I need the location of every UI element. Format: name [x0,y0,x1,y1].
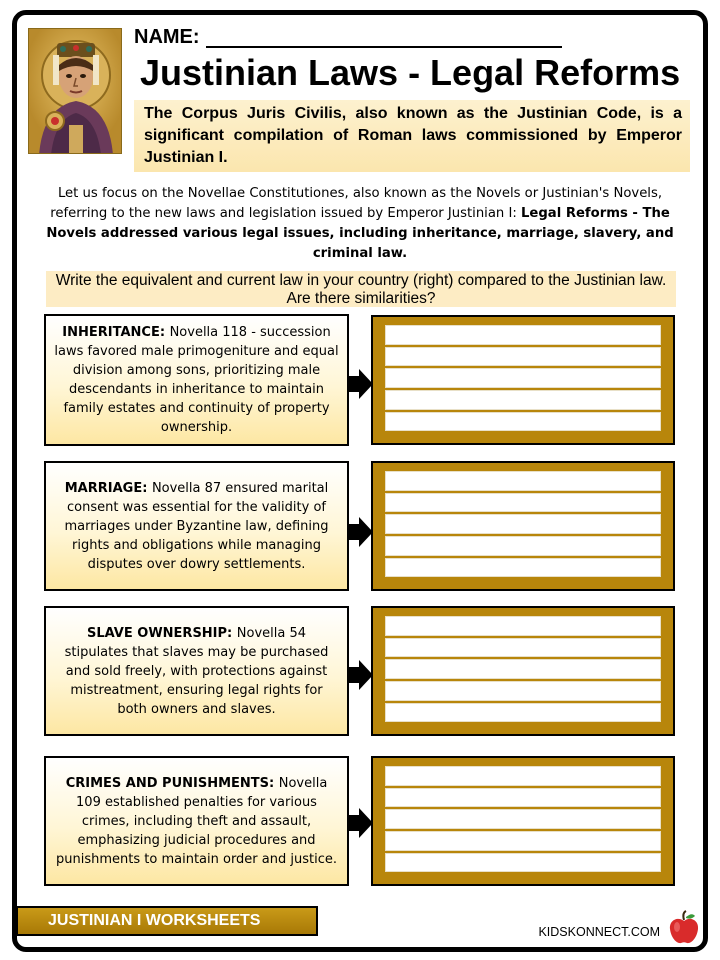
answer-line[interactable] [385,616,661,636]
site-name: KIDSKONNECT.COM [538,925,660,939]
law-text-block [54,624,339,719]
law-description: Novella 87 ensured marital consent was essential for the validity of marriages under Byzantine law, defining rights and obligations while managing disputes over dowry settlements. [64,480,329,572]
answer-box-slave-ownership [371,606,675,736]
law-description: Novella 54 stipulates that slaves may be purchased and sold freely, with protections against mistreatment, ensuring legal rights for both owners and slaves. [64,625,329,717]
answer-line[interactable] [385,347,661,367]
name-label: NAME: [134,26,200,48]
law-description: Novella 109 established penalties for various crimes, including theft and assault, emphasizing judicial procedures and punishments to maintain order and justice. [56,775,337,867]
answer-line[interactable] [385,831,661,851]
paragraph-text: Let us focus on the Novellae Constitutiones, also known as the Novels or Justinian's Novels, referring to the new laws and legislation issued by Emperor Justinian I: [50,186,663,221]
answer-line[interactable] [385,368,661,388]
answer-line[interactable] [385,514,661,534]
answer-line[interactable] [385,638,661,658]
name-write-line[interactable] [206,46,562,48]
instruction-banner: Write the equivalent and current law in your country (right) compared to the Justinian law. Are there similarities? [46,271,676,307]
worksheet-series-badge: JUSTINIAN I WORKSHEETS [16,906,318,936]
paragraph-bold-text: Legal Reforms - The Novels addressed various legal issues, including inheritance, marriage, slavery, and criminal law. [46,206,674,261]
answer-line[interactable] [385,412,661,432]
answer-line[interactable] [385,471,661,491]
law-box-marriage [44,461,349,591]
law-text-block [54,774,339,869]
intro-box [134,100,690,172]
answer-line[interactable] [385,325,661,345]
answer-line[interactable] [385,809,661,829]
intro-text: The Corpus Juris Civilis, also known as the Justinian Code, is a significant compilation of Roman laws commissioned by Emperor Justinian I. [144,105,682,166]
law-description: Novella 118 - succession laws favored male primogeniture and equal division among sons, prioritizing male descendants in inheritance to maintain family estates and continuity of property ownership. [54,325,339,435]
law-heading: MARRIAGE: [64,480,152,496]
law-heading: INHERITANCE: [62,325,170,340]
apple-icon [666,910,702,946]
answer-line[interactable] [385,536,661,556]
answer-line[interactable] [385,558,661,578]
answer-line[interactable] [385,493,661,513]
law-text-block [54,323,339,437]
answer-line[interactable] [385,766,661,786]
answer-line[interactable] [385,390,661,410]
law-box-inheritance [44,314,349,446]
law-box-crimes-punishments [44,756,349,886]
law-heading: SLAVE OWNERSHIP: [86,625,237,641]
law-heading: CRIMES AND PUNISHMENTS: [65,775,279,791]
answer-box-crimes-punishments [371,756,675,886]
intro-paragraph [40,184,680,264]
page-title: Justinian Laws - Legal Reforms [140,52,681,93]
justinian-portrait-image [28,28,122,154]
answer-box-marriage [371,461,675,591]
law-box-slave-ownership [44,606,349,736]
answer-box-inheritance [371,315,675,445]
answer-line[interactable] [385,659,661,679]
answer-line[interactable] [385,853,661,873]
answer-line[interactable] [385,703,661,723]
law-text-block [54,479,339,574]
answer-line[interactable] [385,681,661,701]
answer-line[interactable] [385,788,661,808]
